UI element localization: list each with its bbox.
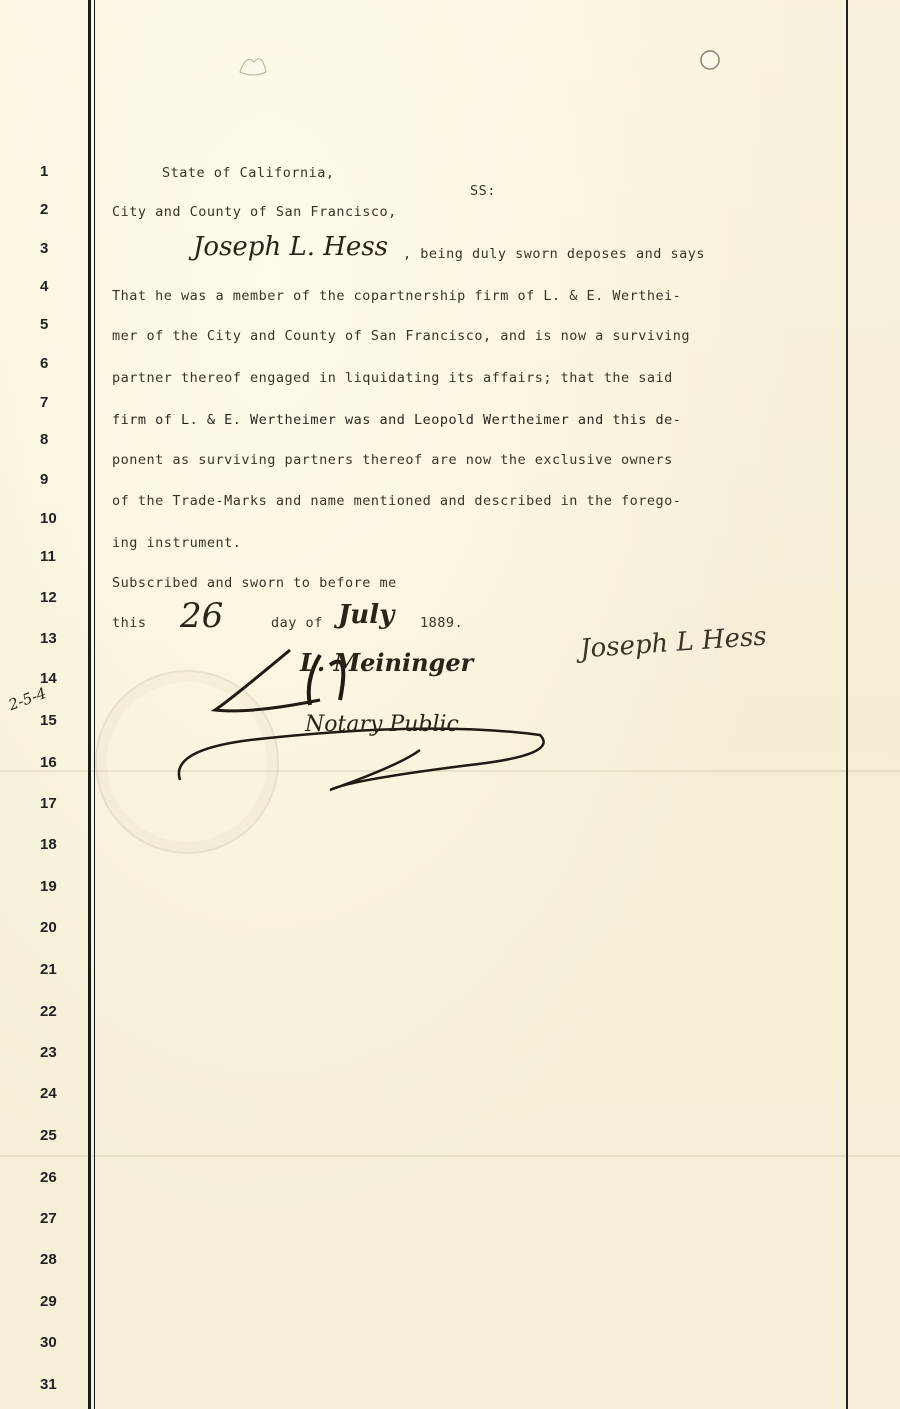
- jurat-this: this: [112, 615, 147, 631]
- line-number: 8: [40, 431, 49, 448]
- notary-signature: L. Meininger: [300, 648, 474, 677]
- affidavit-line-2: That he was a member of the copartnership firm of L. & E. Werthei-: [112, 288, 682, 304]
- line-number: 26: [40, 1169, 57, 1186]
- line-number: 27: [40, 1210, 57, 1227]
- punch-hole: [696, 46, 724, 74]
- line-number: 24: [40, 1085, 57, 1102]
- line-number: 11: [40, 548, 56, 565]
- right-margin-rule: [846, 0, 848, 1409]
- line-number: 2: [40, 201, 49, 218]
- line-number: 22: [40, 1003, 57, 1020]
- line-number: 21: [40, 961, 57, 978]
- line-number: 12: [40, 589, 57, 606]
- line-number: 17: [40, 795, 57, 812]
- jurat-day-of: day of: [271, 615, 323, 631]
- line-number: 13: [40, 630, 57, 647]
- line-number: 1: [40, 163, 49, 180]
- jurat-day-handwritten: 26: [180, 596, 224, 636]
- affidavit-line-4: partner thereof engaged in liquidating its affairs; that the said: [112, 370, 673, 386]
- line-number: 28: [40, 1251, 57, 1268]
- jurat-month-handwritten: July: [338, 600, 395, 630]
- line-number: 6: [40, 355, 49, 372]
- line-number: 30: [40, 1334, 57, 1351]
- line-number: 9: [40, 471, 49, 488]
- affidavit-line-1: , being duly sworn deposes and says: [403, 246, 705, 262]
- venue-county: City and County of San Francisco,: [112, 204, 397, 220]
- affidavit-line-7: of the Trade-Marks and name mentioned and described in the forego-: [112, 493, 682, 509]
- affidavit-line-5: firm of L. & E. Wertheimer was and Leopold Wertheimer and this de-: [112, 412, 682, 428]
- line-number: 14: [40, 670, 57, 687]
- line-number: 7: [40, 394, 49, 411]
- affiant-signature: Joseph L Hess: [579, 621, 768, 665]
- line-number: 16: [40, 754, 57, 771]
- line-number: 31: [40, 1376, 57, 1393]
- line-number: 25: [40, 1127, 57, 1144]
- affidavit-line-6: ponent as surviving partners thereof are now the exclusive owners: [112, 452, 673, 468]
- jurat-year: 1889.: [420, 615, 464, 631]
- affidavit-line-3: mer of the City and County of San Francisco, and is now a surviving: [112, 328, 691, 344]
- line-number: 29: [40, 1293, 57, 1310]
- line-number: 4: [40, 278, 49, 295]
- line-number: 5: [40, 316, 49, 333]
- line-number: 19: [40, 878, 57, 895]
- left-margin-rule: [88, 0, 91, 1409]
- line-number: 3: [40, 240, 49, 257]
- left-margin-rule-thin: [94, 0, 95, 1409]
- fold-crease: [0, 1155, 900, 1157]
- affidavit-line-8: ing instrument.: [112, 535, 242, 551]
- notary-title: Notary Public: [305, 712, 459, 737]
- line-number: 18: [40, 836, 57, 853]
- margin-note: 2-5-4: [6, 683, 49, 715]
- line-number: 23: [40, 1044, 57, 1061]
- affiant-name-handwritten: Joseph L. Hess: [193, 232, 388, 262]
- line-number: 20: [40, 919, 57, 936]
- venue-state: State of California,: [162, 165, 335, 181]
- line-number: 10: [40, 510, 57, 527]
- line-number: 15: [40, 712, 57, 729]
- jurat-line: Subscribed and sworn to before me: [112, 575, 397, 591]
- venue-ss: SS:: [470, 183, 496, 199]
- punch-hole: [236, 50, 270, 80]
